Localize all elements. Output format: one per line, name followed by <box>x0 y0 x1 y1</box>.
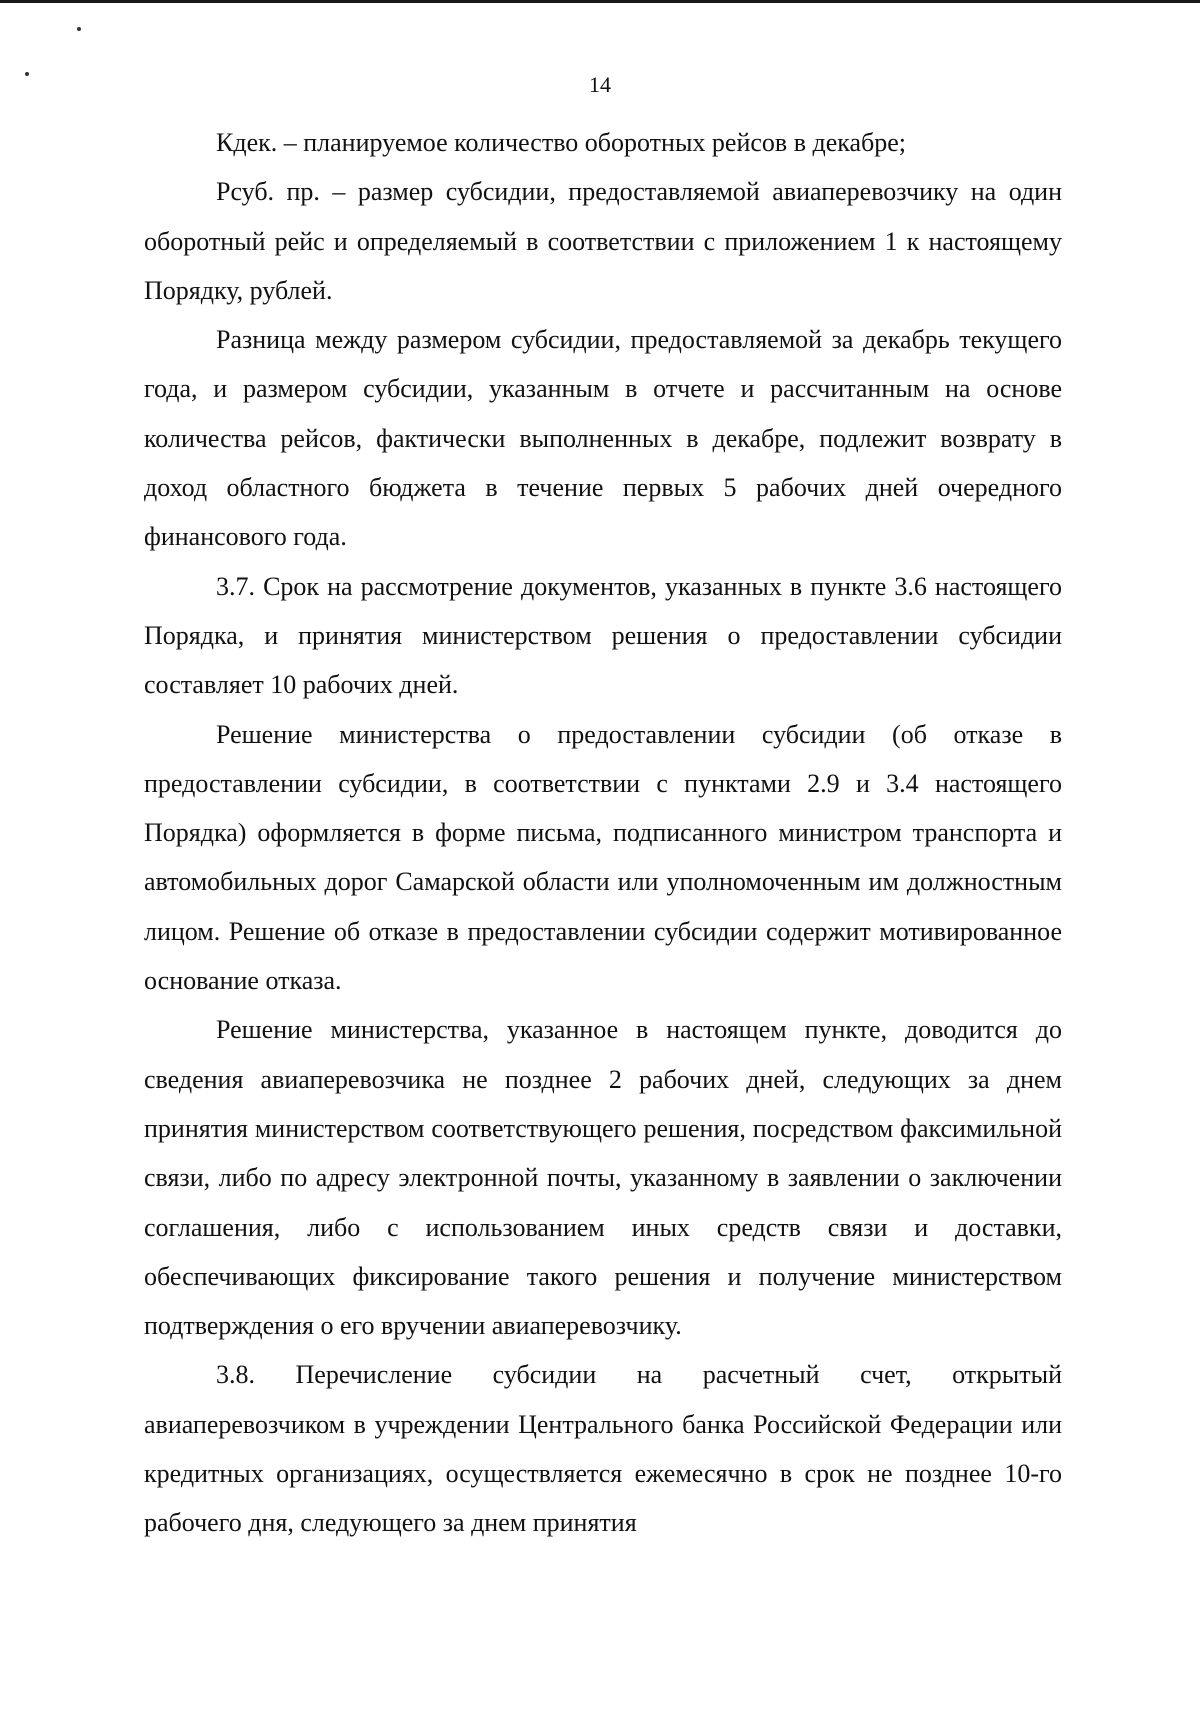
scan-top-border <box>0 0 1200 3</box>
paragraph: Решение министерства о предоставлении субсидии (об отказе в предоставлении субсидии, в соответствии с пунктами 2.9 и 3.4 настоящего Порядка) оформляется в форме письма, подписанного министром транспорта и автомобильных дорог Самарской области или уполномоченным им должностным лицом. Решение об отказе в предоставлении субсидии содержит мотивированное основание отказа. <box>144 719 1062 996</box>
page-number: 14 <box>589 72 611 97</box>
document-body <box>144 118 1062 1548</box>
paragraph: Решение министерства, указанное в настоящем пункте, доводится до сведения авиаперевозчика не позднее 2 рабочих дней, следующих за днем принятия министерством соответствующего решения, посредством факсимильной связи, либо по адресу электронной почты, указанному в заявлении о заключении соглашения, либо с использованием иных средств связи и доставки, обеспечивающих фиксирование такого решения и получение министерством подтверждения о его вручении авиаперевозчику. <box>144 1015 1062 1341</box>
paragraph: 3.8. Перечисление субсидии на расчетный счет, открытый авиаперевозчиком в учреждении Центрального банка Российской Федерации или кредитных организациях, осуществляется ежемесячно в срок не позднее 10-го рабочего дня, следующего за днем принятия <box>144 1360 1062 1538</box>
paragraph: Разница между размером субсидии, предоставляемой за декабрь текущего года, и размером субсидии, указанным в отчете и рассчитанным на основе количества рейсов, фактически выполненных в декабре, подлежит возврату в доход областного бюджета в течение первых 5 рабочих дней очередного финансового года. <box>144 325 1062 552</box>
scan-speck <box>77 27 81 31</box>
paragraph: Рсуб. пр. – размер субсидии, предоставляемой авиаперевозчику на один оборотный рейс и определяемый в соответствии с приложением 1 к настоящему Порядку, рублей. <box>144 177 1062 305</box>
paragraph: Кдек. – планируемое количество оборотных рейсов в декабре; <box>216 128 907 157</box>
paragraph: 3.7. Срок на рассмотрение документов, указанных в пункте 3.6 настоящего Порядка, и принятия министерством решения о предоставлении субсидии составляет 10 рабочих дней. <box>144 571 1062 700</box>
